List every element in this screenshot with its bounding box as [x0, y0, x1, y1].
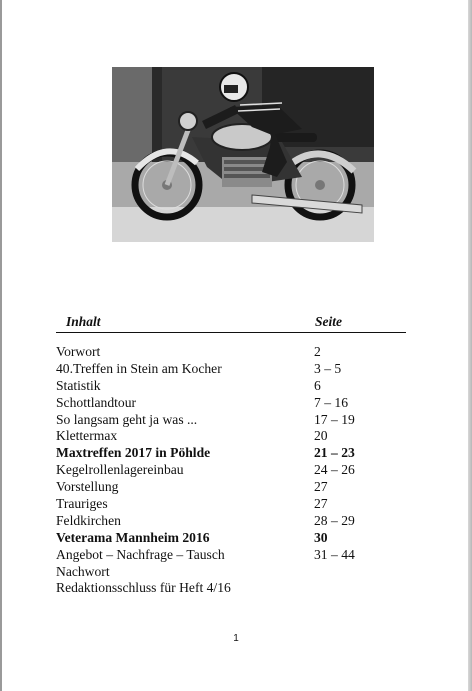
toc-entry: [56, 428, 416, 445]
page-edge-shadow: [468, 0, 472, 691]
toc-entry-highlight: [56, 530, 416, 547]
toc-entry: [56, 580, 416, 597]
toc-entry: [56, 479, 416, 496]
toc-header-page: Seite: [315, 314, 342, 329]
toc-entry-page: 6: [314, 377, 321, 393]
toc-entry-page: 7 – 16: [314, 394, 348, 410]
toc-entry: [56, 361, 416, 378]
toc-entry-title: Kegelrollenlagereinbau: [56, 462, 184, 478]
toc-entry: [56, 547, 416, 564]
toc-entry: [56, 513, 416, 530]
toc-entry-title: Trauriges: [56, 496, 108, 512]
toc-entry-page: 21 – 23: [314, 445, 355, 461]
toc-entry-title: Feldkirchen: [56, 512, 121, 528]
toc-entry: [56, 496, 416, 513]
table-of-contents: [56, 344, 416, 597]
toc-entry-title: Klettermax: [56, 428, 118, 444]
toc-entry: [56, 378, 416, 395]
motorcycle-rider-photo: [112, 67, 374, 242]
toc-entry-highlight: [56, 445, 416, 462]
page-number: 1: [233, 633, 239, 644]
toc-entry-title: 40.Treffen in Stein am Kocher: [56, 360, 222, 376]
toc-entry-page: 2: [314, 344, 321, 359]
toc-entry-title: Redaktionsschluss für Heft 4/16: [56, 580, 231, 596]
toc-entry-page: 27: [314, 479, 328, 495]
toc-entry-title: Vorstellung: [56, 479, 119, 495]
toc-entry-title: Schottlandtour: [56, 394, 137, 410]
toc-entry-title: Nachwort: [56, 563, 110, 579]
page-edge: [0, 0, 2, 691]
toc-entry-title: So langsam geht ja was ...: [56, 411, 198, 427]
toc-entry-page: 20: [314, 428, 328, 444]
toc-entry-page: 3 – 5: [314, 360, 342, 376]
toc-entry-title: Maxtreffen 2017 in Pöhlde: [56, 445, 211, 461]
toc-entry-page: 24 – 26: [314, 462, 355, 478]
toc-entry-page: 30: [314, 529, 328, 545]
toc-entry: [56, 564, 416, 581]
toc-entry: [56, 344, 416, 361]
toc-entry: [56, 462, 416, 479]
toc-entry-page: 27: [314, 496, 328, 512]
toc-entry-page: 17 – 19: [314, 411, 355, 427]
toc-header-title: Inhalt: [66, 314, 101, 329]
toc-entry-title: Angebot – Nachfrage – Tausch: [56, 546, 225, 562]
toc-header: [56, 312, 406, 333]
toc-entry-title: Veterama Mannheim 2016: [56, 529, 210, 545]
toc-entry-page: 31 – 44: [314, 546, 355, 562]
motorcycle-photo-illustration: [112, 67, 374, 242]
toc-entry: [56, 412, 416, 429]
toc-entry: [56, 395, 416, 412]
toc-entry-title: Statistik: [56, 377, 101, 393]
toc-entry-page: 28 – 29: [314, 512, 355, 528]
toc-entry-title: Vorwort: [56, 344, 101, 359]
